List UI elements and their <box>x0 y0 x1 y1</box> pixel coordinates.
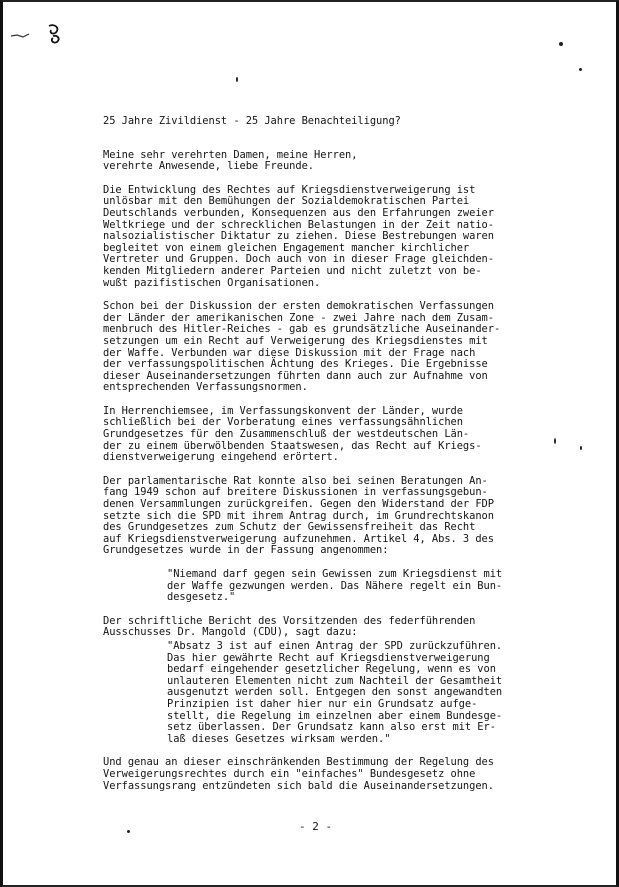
text-line: setz überlassen. Der Grundsatz kann also erst mit Er- <box>167 721 496 734</box>
text-line: "Absatz 3 ist auf einen Antrag der SPD zurückzuführen. <box>167 639 503 652</box>
page-number: - 2 - <box>299 820 333 833</box>
text-line: der Waffe. Verbunden war diese Diskussion mit der Frage nach <box>103 346 476 359</box>
text-line: verehrte Anwesende, liebe Freunde. <box>103 160 314 173</box>
scan-speck <box>579 68 582 71</box>
text-line: Ausschusses Dr. Mangold (CDU), sagt dazu: <box>103 626 358 639</box>
text-line: unlauteren Elementen nicht zum Nachteil der Gesamtheit <box>167 674 503 687</box>
text-line: Prinzipien ist daher hier nur ein Grundsatz aufge- <box>167 697 478 710</box>
text-line: Meine sehr verehrten Damen, meine Herren, <box>103 148 358 161</box>
text-line: Die Entwicklung des Rechtes auf Kriegsdienstverweigerung ist <box>103 183 476 196</box>
text-line: schließlich bei der Vorberatung eines verfassungsähnlichen <box>103 416 463 429</box>
paragraph-3 <box>103 406 543 464</box>
scan-speck <box>127 830 130 833</box>
paragraph-2 <box>103 301 543 394</box>
scan-speck <box>580 446 582 450</box>
text-line: Der parlamentarische Rat konnte also bei seinen Beratungen An- <box>103 474 488 487</box>
text-line: Verfassungsrang entzündeten sich bald die Auseinandersetzungen. <box>103 779 494 792</box>
text-line: desgesetz." <box>167 591 236 604</box>
text-line: unlösbar mit den Bemühungen der Sozialdemokratischen Partei <box>103 195 470 208</box>
text-line: entsprechenden Verfassungsnormen. <box>103 381 308 394</box>
text-line: Der schriftliche Bericht des Vorsitzenden des federführenden <box>103 614 476 627</box>
text-line: stellt, die Regelung im einzelnen aber einem Bundesge- <box>167 709 503 722</box>
text-line: dieser Auseinandersetzungen führten dann auch zur Aufnahme von <box>103 369 488 382</box>
text-line: laß dieses Gesetzes wirksam werden." <box>167 732 391 745</box>
ink-smudge-mark <box>9 22 67 46</box>
document-body <box>103 116 543 804</box>
text-line: Weltkriege und der schrecklichen Belastungen in der Zeit natio- <box>103 218 494 231</box>
paragraph-4 <box>103 476 543 557</box>
text-line: setzungen um ein Recht auf Verweigerung des Kriegsdienstes mit <box>103 334 488 347</box>
quote-article-4 <box>167 569 543 604</box>
paragraph-5 <box>103 616 543 639</box>
text-line: der zu einem überwölbenden Staatswesen, das Recht auf Kriegs- <box>103 439 482 452</box>
text-line: denen Versammlungen zurückgreifen. Gegen den Widerstand der FDP <box>103 498 494 511</box>
scan-speck <box>236 77 238 82</box>
salutation <box>103 150 543 173</box>
text-line: des Grundgesetzes zum Schutz der Gewissensfreiheit das Recht <box>103 521 476 534</box>
text-line: "Niemand darf gegen sein Gewissen zum Kriegsdienst mit <box>167 568 503 580</box>
text-line: Vertreter und Gruppen. Doch auch von in dieser Frage gleichden- <box>103 253 494 266</box>
paragraph-1 <box>103 185 543 289</box>
scan-speck <box>554 438 556 444</box>
text-line: Und genau an dieser einschränkenden Bestimmung der Regelung des <box>103 756 494 769</box>
text-line: fang 1949 schon auf breitere Diskussionen in verfassungsgebun- <box>103 486 488 499</box>
text-line: begleitet von einem gleichen Engagement mancher kirchlicher <box>103 241 470 254</box>
text-line: der Waffe gezwungen werden. Das Nähere regelt ein Bun- <box>167 579 503 592</box>
text-line: ausgenutzt werden soll. Entgegen den sonst angewandten <box>167 686 503 699</box>
document-title: 25 Jahre Zivildienst - 25 Jahre Benachteiligung? <box>103 115 401 127</box>
text-line: nalsozialistischer Diktatur zu ziehen. Diese Bestrebungen waren <box>103 230 494 243</box>
text-line: setzte sich die SPD mit ihrem Antrag durch, im Grundrechtskanon <box>103 509 494 522</box>
text-line: der verfassungspolitischen Ächtung des Krieges. Die Ergebnisse <box>103 358 488 371</box>
text-line: bedarf eingehender gesetzlicher Regelung, wenn es von <box>167 663 496 676</box>
scan-speck <box>559 42 563 46</box>
text-line: Deutschlands verbunden, Konsequenzen aus den Erfahrungen zweier <box>103 206 494 219</box>
text-line: menbruch des Hitler-Reiches - gab es grundsätzliche Auseinander- <box>103 323 501 336</box>
paragraph-6 <box>103 757 543 792</box>
text-line: auf Kriegsdienstverweigerung aufzunehmen. Artikel 4, Abs. 3 des <box>103 532 494 545</box>
text-line: Schon bei der Diskussion der ersten demokratischen Verfassungen <box>103 300 494 313</box>
text-line: wußt pazifistischen Organisationen. <box>103 276 321 289</box>
quote-mangold-report <box>167 641 543 745</box>
text-line: kenden Mitgliedern anderer Parteien und nicht zuletzt von be- <box>103 264 482 277</box>
text-line: der Länder der amerikanischen Zone - zwei Jahre nach dem Zusam- <box>103 311 494 324</box>
text-line: In Herrenchiemsee, im Verfassungskonvent der Länder, wurde <box>103 404 463 417</box>
text-line: dienstverweigerung eingehend erörtert. <box>103 451 339 464</box>
text-line: Das hier gewährte Recht auf Kriegsdienstverweigerung <box>167 651 490 664</box>
text-line: Verweigerungsrechtes durch ein "einfaches" Bundesgesetz ohne <box>103 767 476 780</box>
text-line: Grundgesetzes für den Zusammenschluß der westdeutschen Län- <box>103 428 470 441</box>
text-line: Grundgesetzes wurde in der Fassung angenommen: <box>103 544 389 557</box>
